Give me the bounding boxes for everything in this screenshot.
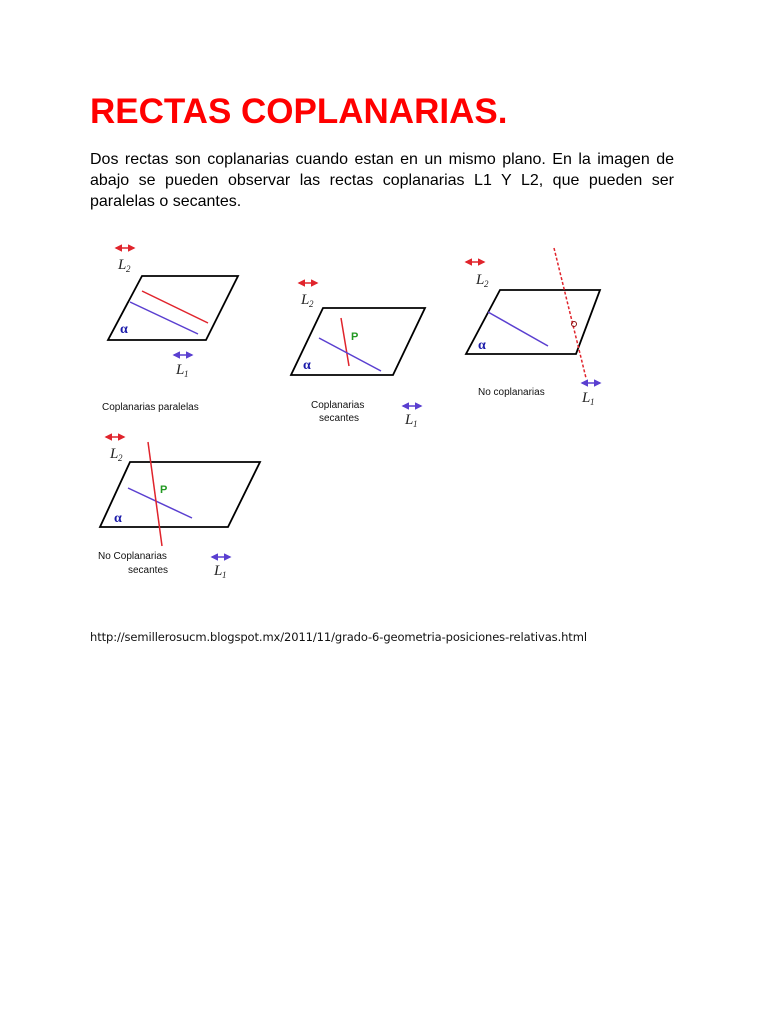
intersection-point-icon — [572, 322, 577, 327]
source-url-link[interactable]: http://semillerosucm.blogspot.mx/2011/11/grado-6-geometria-posiciones-relativas.html — [90, 630, 587, 644]
diagram-paralelas — [98, 236, 270, 418]
alpha-label: α — [114, 511, 122, 526]
l1-label: L — [582, 390, 591, 406]
caption-paralelas: Coplanarias paralelas — [102, 402, 199, 413]
diagram-secantes — [285, 270, 445, 432]
diagram-no-coplanarias-secantes — [94, 424, 269, 584]
line-l1 — [319, 338, 381, 371]
point-p-label: P — [351, 331, 359, 343]
l2-sub: 2 — [118, 453, 123, 463]
plane-alpha — [100, 462, 260, 527]
l1-sub: 1 — [222, 570, 227, 580]
caption-no-coplanarias: No coplanarias — [478, 387, 545, 398]
figure-coplanarias-secantes — [285, 270, 445, 432]
l2-label: L — [118, 257, 127, 273]
l1-label: L — [176, 362, 185, 378]
l2-label: L — [301, 292, 310, 308]
caption-secantes-line2: secantes — [319, 413, 360, 424]
l2-label: L — [110, 446, 119, 462]
figure-no-coplanarias — [458, 242, 623, 410]
l2-sub: 2 — [309, 299, 314, 309]
line-l2 — [341, 318, 349, 366]
alpha-label: α — [303, 358, 311, 373]
l2-sub: 2 — [484, 279, 489, 289]
line-l1 — [130, 302, 198, 334]
line-l2 — [142, 291, 208, 323]
l2-sub: 2 — [126, 264, 131, 274]
alpha-label: α — [120, 322, 128, 337]
figure-no-coplanarias-secantes — [94, 424, 269, 584]
l1-label: L — [214, 563, 223, 579]
line-l1 — [488, 312, 548, 346]
point-p-label: P — [160, 484, 168, 496]
l1-label: L — [405, 412, 414, 428]
l1-sub: 1 — [413, 419, 418, 429]
caption-secantes-line1: Coplanarias — [311, 400, 365, 411]
plane-alpha — [466, 290, 600, 354]
caption-no-coplanarias-secantes-line1: No Coplanarias — [98, 551, 167, 562]
l1-sub: 1 — [184, 369, 189, 379]
diagram-no-coplanarias — [458, 242, 623, 410]
l1-sub: 1 — [590, 397, 595, 407]
caption-no-coplanarias-secantes-line2: secantes — [128, 565, 169, 576]
intro-paragraph: Dos rectas son coplanarias cuando estan en un mismo plano. En la imagen de abajo se pueden observar las rectas coplanarias L1 Y L2, que pueden ser paralelas o secantes. — [90, 151, 674, 210]
alpha-label: α — [478, 338, 486, 353]
line-l2 — [554, 248, 586, 378]
l2-label: L — [476, 272, 485, 288]
figure-coplanarias-paralelas — [98, 236, 270, 418]
page-title: RECTAS COPLANARIAS. — [90, 92, 508, 131]
